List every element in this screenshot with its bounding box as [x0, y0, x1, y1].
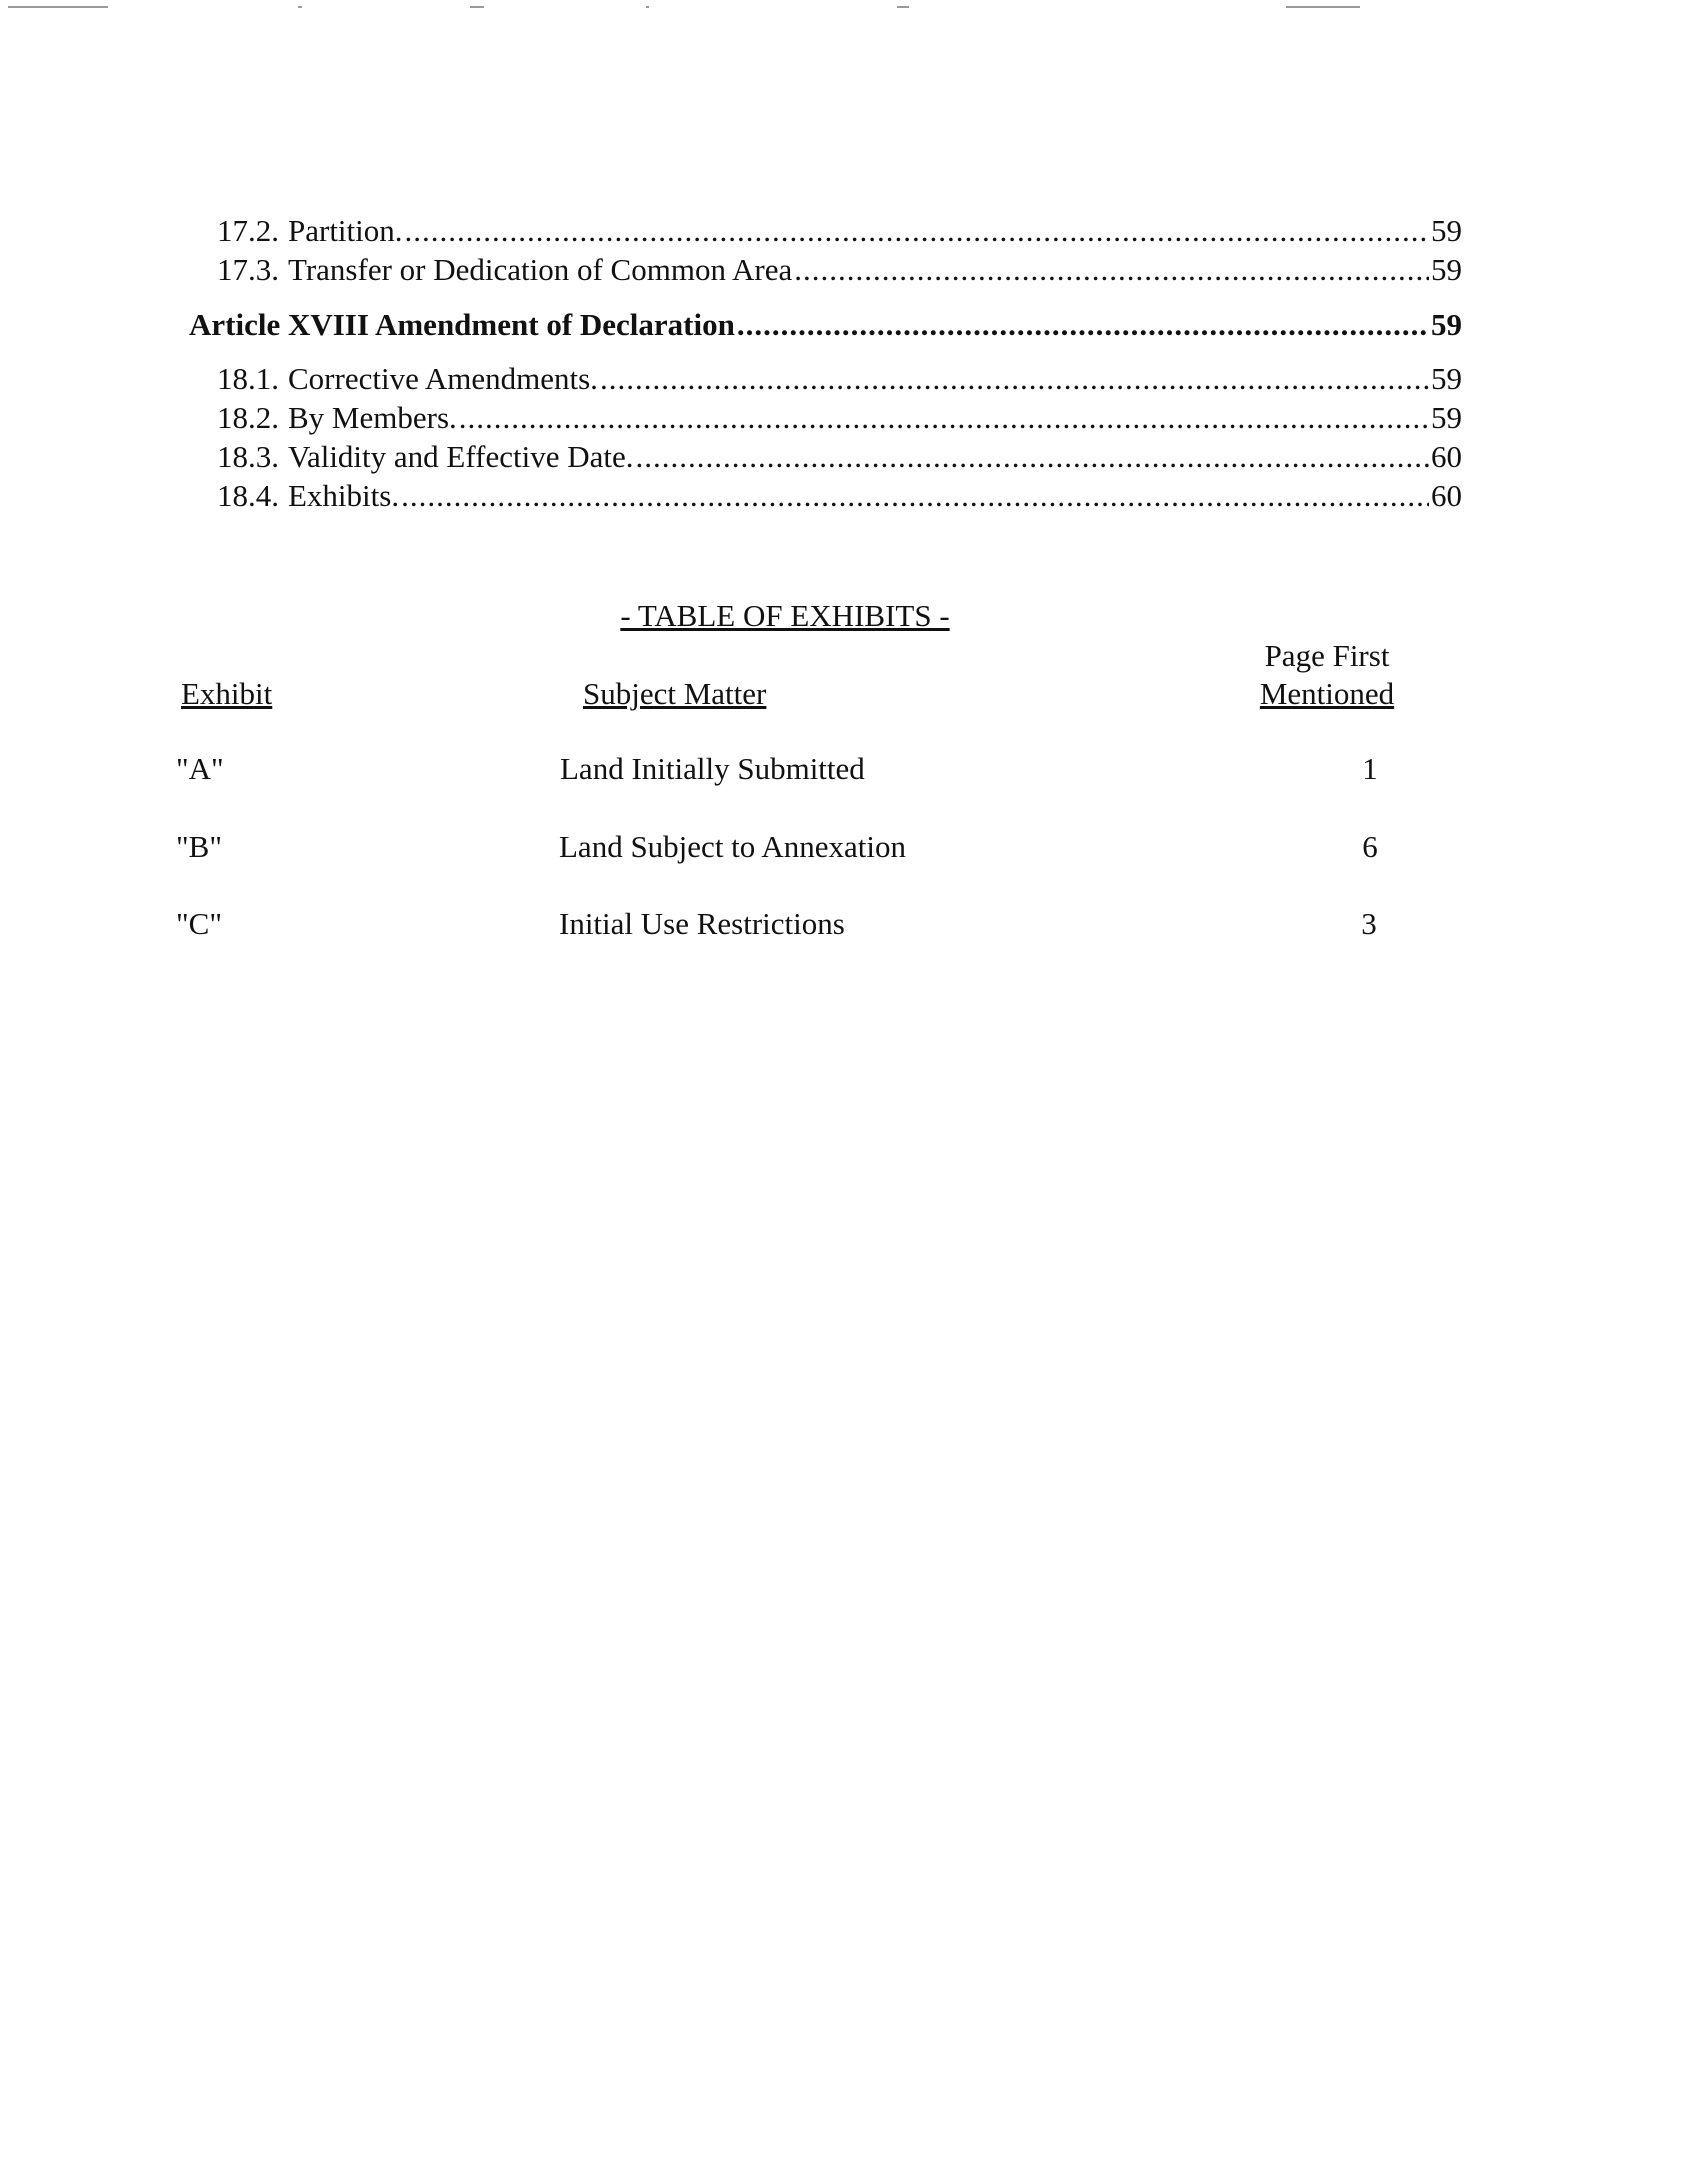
toc-entry-title: Validity and Effective Date.	[288, 439, 634, 474]
toc-entry-title: Exhibits.	[288, 478, 400, 513]
exhibit-subject: Land Subject to Annexation	[559, 829, 906, 864]
toc-entry	[217, 212, 1462, 250]
subject-column-header	[583, 675, 766, 713]
toc-entry-number: 18.1.	[217, 361, 279, 396]
exhibit-letter: "C"	[176, 906, 222, 941]
page-header-line2: Mentioned	[1259, 676, 1395, 711]
toc-entry-page: 59	[1431, 361, 1462, 396]
exhibit-letter: "A"	[176, 751, 224, 786]
toc-entry-page: 60	[1431, 478, 1462, 513]
dot-leader	[794, 251, 1429, 289]
toc-entry-title: Transfer or Dedication of Common Area	[288, 252, 793, 287]
exhibit-subject: Initial Use Restrictions	[559, 906, 845, 941]
scan-artifacts	[0, 0, 1696, 20]
toc-entry	[217, 251, 1462, 289]
toc-entry-title: Corrective Amendments.	[288, 361, 598, 396]
toc-entry-title: Partition.	[288, 213, 403, 248]
dot-leader	[459, 399, 1429, 437]
dot-leader	[600, 360, 1429, 398]
toc-entry-page: 59	[1431, 400, 1462, 435]
toc-entry-number: 18.2.	[217, 400, 279, 435]
dot-leader	[737, 306, 1429, 344]
exhibit-page: 1	[1362, 751, 1378, 786]
article-title: Article XVIII Amendment of Declaration	[189, 307, 735, 342]
toc-entry-page: 59	[1431, 252, 1462, 287]
dot-leader	[405, 212, 1429, 250]
toc-entry	[217, 360, 1462, 398]
exhibits-title: - TABLE OF EXHIBITS -	[620, 598, 950, 633]
toc-article-heading	[189, 306, 1462, 344]
toc-entry-page: 60	[1431, 439, 1462, 474]
exhibit-column-header	[181, 675, 272, 713]
toc-entry	[217, 477, 1462, 515]
exhibit-page: 3	[1361, 906, 1377, 941]
toc-entry-number: 17.3.	[217, 252, 279, 287]
page-column-header	[1238, 637, 1416, 713]
article-page: 59	[1431, 307, 1462, 342]
dot-leader	[401, 477, 1429, 515]
toc-entry-number: 17.2.	[217, 213, 279, 248]
exhibit-letter: "B"	[176, 829, 222, 864]
page-header-line1: Page First	[1264, 638, 1390, 673]
toc-entry-number: 18.3.	[217, 439, 279, 474]
toc-entry-title: By Members.	[288, 400, 457, 435]
toc-entry	[217, 399, 1462, 437]
subject-header-label: Subject Matter	[583, 676, 767, 711]
exhibit-subject: Land Initially Submitted	[560, 751, 865, 786]
exhibit-header-label: Exhibit	[181, 676, 273, 711]
toc-entry-page: 59	[1431, 213, 1462, 248]
toc-entry-number: 18.4.	[217, 478, 279, 513]
dot-leader	[635, 438, 1429, 476]
exhibit-page: 6	[1362, 829, 1378, 864]
toc-entry	[217, 438, 1462, 476]
